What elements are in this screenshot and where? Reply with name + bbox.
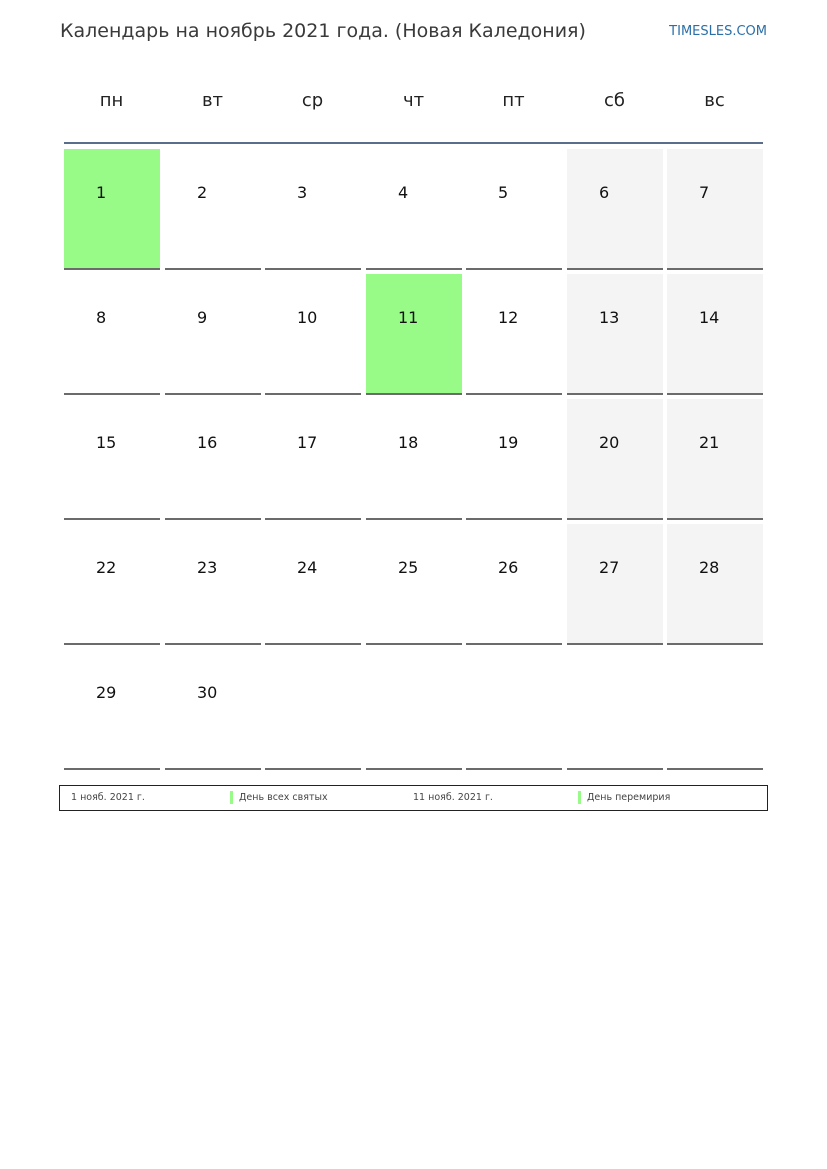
day-number: 16 bbox=[197, 433, 218, 452]
weekday-tue: вт bbox=[201, 90, 224, 111]
day-cell bbox=[165, 149, 261, 270]
day-cell bbox=[265, 399, 361, 520]
weekday-thu: чт bbox=[402, 90, 425, 111]
day-cell bbox=[466, 524, 562, 645]
day-cell bbox=[165, 524, 261, 645]
page-title: Календарь на ноябрь 2021 года. (Новая Каледония) bbox=[60, 20, 586, 42]
day-cell bbox=[165, 399, 261, 520]
weekday-wed: ср bbox=[301, 90, 324, 111]
site-link[interactable]: TIMESLES.COM bbox=[669, 24, 767, 39]
day-cell bbox=[64, 649, 160, 770]
day-cell bbox=[567, 149, 663, 270]
day-number: 8 bbox=[96, 308, 107, 327]
day-number: 10 bbox=[297, 308, 318, 327]
holiday-legend bbox=[59, 785, 768, 811]
day-number: 12 bbox=[498, 308, 519, 327]
day-cell bbox=[466, 274, 562, 395]
day-number: 11 bbox=[398, 308, 419, 327]
day-number: 29 bbox=[96, 683, 117, 702]
day-cell bbox=[265, 524, 361, 645]
day-cell bbox=[667, 399, 763, 520]
day-number: 5 bbox=[498, 183, 509, 202]
day-cell bbox=[64, 274, 160, 395]
day-cell bbox=[667, 149, 763, 270]
day-cell bbox=[165, 274, 261, 395]
day-number: 22 bbox=[96, 558, 117, 577]
day-number: 14 bbox=[699, 308, 720, 327]
day-number: 2 bbox=[197, 183, 208, 202]
day-cell bbox=[265, 274, 361, 395]
day-number: 28 bbox=[699, 558, 720, 577]
legend-date: 11 нояб. 2021 г. bbox=[413, 792, 493, 803]
day-number: 1 bbox=[96, 183, 107, 202]
day-cell bbox=[366, 399, 462, 520]
empty-day-cell bbox=[366, 649, 462, 770]
day-number: 7 bbox=[699, 183, 710, 202]
day-number: 4 bbox=[398, 183, 409, 202]
legend-color-swatch bbox=[578, 791, 581, 804]
day-number: 24 bbox=[297, 558, 318, 577]
day-cell bbox=[366, 524, 462, 645]
weekday-sun: вс bbox=[704, 90, 725, 111]
legend-holiday-name: День всех святых bbox=[239, 792, 328, 803]
day-cell bbox=[64, 149, 160, 270]
day-number: 23 bbox=[197, 558, 218, 577]
day-number: 13 bbox=[599, 308, 620, 327]
day-number: 20 bbox=[599, 433, 620, 452]
day-number: 17 bbox=[297, 433, 318, 452]
day-cell bbox=[64, 524, 160, 645]
day-cell bbox=[366, 274, 462, 395]
day-number: 18 bbox=[398, 433, 419, 452]
day-cell bbox=[567, 274, 663, 395]
day-number: 3 bbox=[297, 183, 308, 202]
day-number: 26 bbox=[498, 558, 519, 577]
day-cell bbox=[466, 149, 562, 270]
day-number: 15 bbox=[96, 433, 117, 452]
day-cell bbox=[567, 524, 663, 645]
day-cell bbox=[165, 649, 261, 770]
legend-holiday-name: День перемирия bbox=[587, 792, 671, 803]
day-number: 25 bbox=[398, 558, 419, 577]
day-number: 6 bbox=[599, 183, 610, 202]
empty-day-cell bbox=[466, 649, 562, 770]
day-cell bbox=[667, 524, 763, 645]
empty-day-cell bbox=[265, 649, 361, 770]
weekday-sat: сб bbox=[604, 90, 625, 111]
weekday-mon: пн bbox=[99, 90, 124, 111]
day-number: 30 bbox=[197, 683, 218, 702]
day-cell bbox=[64, 399, 160, 520]
empty-day-cell bbox=[567, 649, 663, 770]
weekday-fri: пт bbox=[502, 90, 525, 111]
day-cell bbox=[265, 149, 361, 270]
legend-color-swatch bbox=[230, 791, 233, 804]
day-cell bbox=[466, 399, 562, 520]
empty-day-cell bbox=[667, 649, 763, 770]
day-cell bbox=[667, 274, 763, 395]
legend-date: 1 нояб. 2021 г. bbox=[71, 792, 145, 803]
day-number: 21 bbox=[699, 433, 720, 452]
day-number: 9 bbox=[197, 308, 208, 327]
day-number: 27 bbox=[599, 558, 620, 577]
day-cell bbox=[366, 149, 462, 270]
day-cell bbox=[567, 399, 663, 520]
day-number: 19 bbox=[498, 433, 519, 452]
